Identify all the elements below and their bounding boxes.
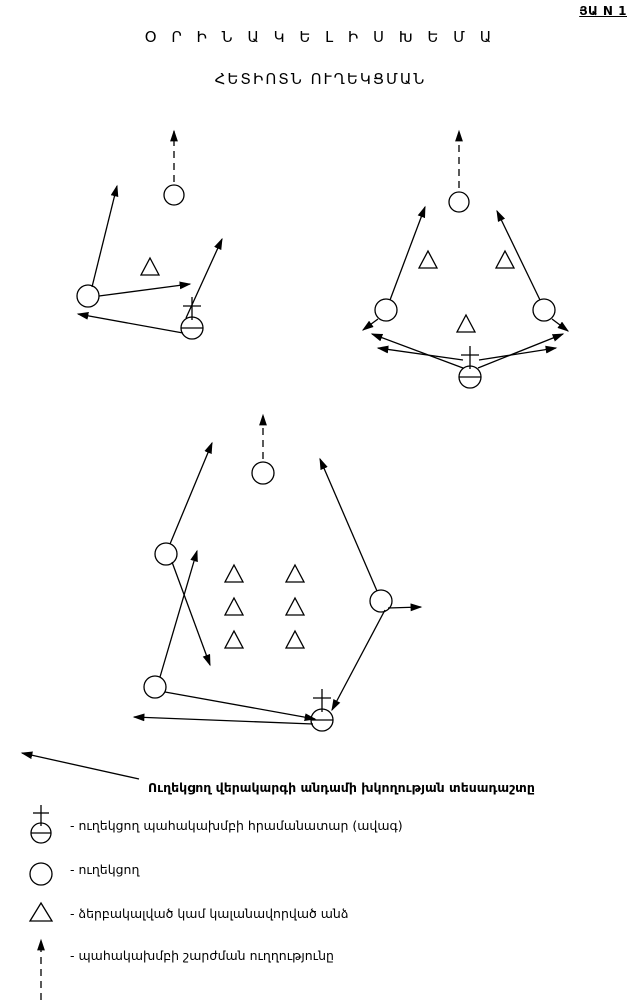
legend-item-detainee: - ձերբակալված կամ կալանավորված անձ xyxy=(70,906,349,921)
figure-2-group xyxy=(363,131,568,388)
caption-pointer-arrow xyxy=(22,753,139,779)
legend-item-commander: - ուղեկցող պահակախմբի հրամանատար (ավագ) xyxy=(70,818,403,833)
legend-icons-group xyxy=(30,805,52,1000)
figure-1-group xyxy=(77,131,222,339)
title-line-2: ՀԵՏԻՈՏՆ ՈՒՂԵԿՑՄԱՆ xyxy=(214,70,427,88)
legend-item-movement: - պահակախմբի շարժման ուղղությունը xyxy=(70,948,334,963)
figure-number: ՅԱ N 1 xyxy=(579,4,627,18)
legend-item-escort: - ուղեկցող xyxy=(70,862,140,877)
caption-text: Ուղեկցող վերակարգի անդամի խկողության տեսադաշտը xyxy=(148,780,535,795)
title-line-1: Օ Ր Ի Ն Ա Կ Ե Լ Ի Ս Խ Ե Մ Ա xyxy=(144,28,497,46)
figure-3-group xyxy=(134,415,421,731)
